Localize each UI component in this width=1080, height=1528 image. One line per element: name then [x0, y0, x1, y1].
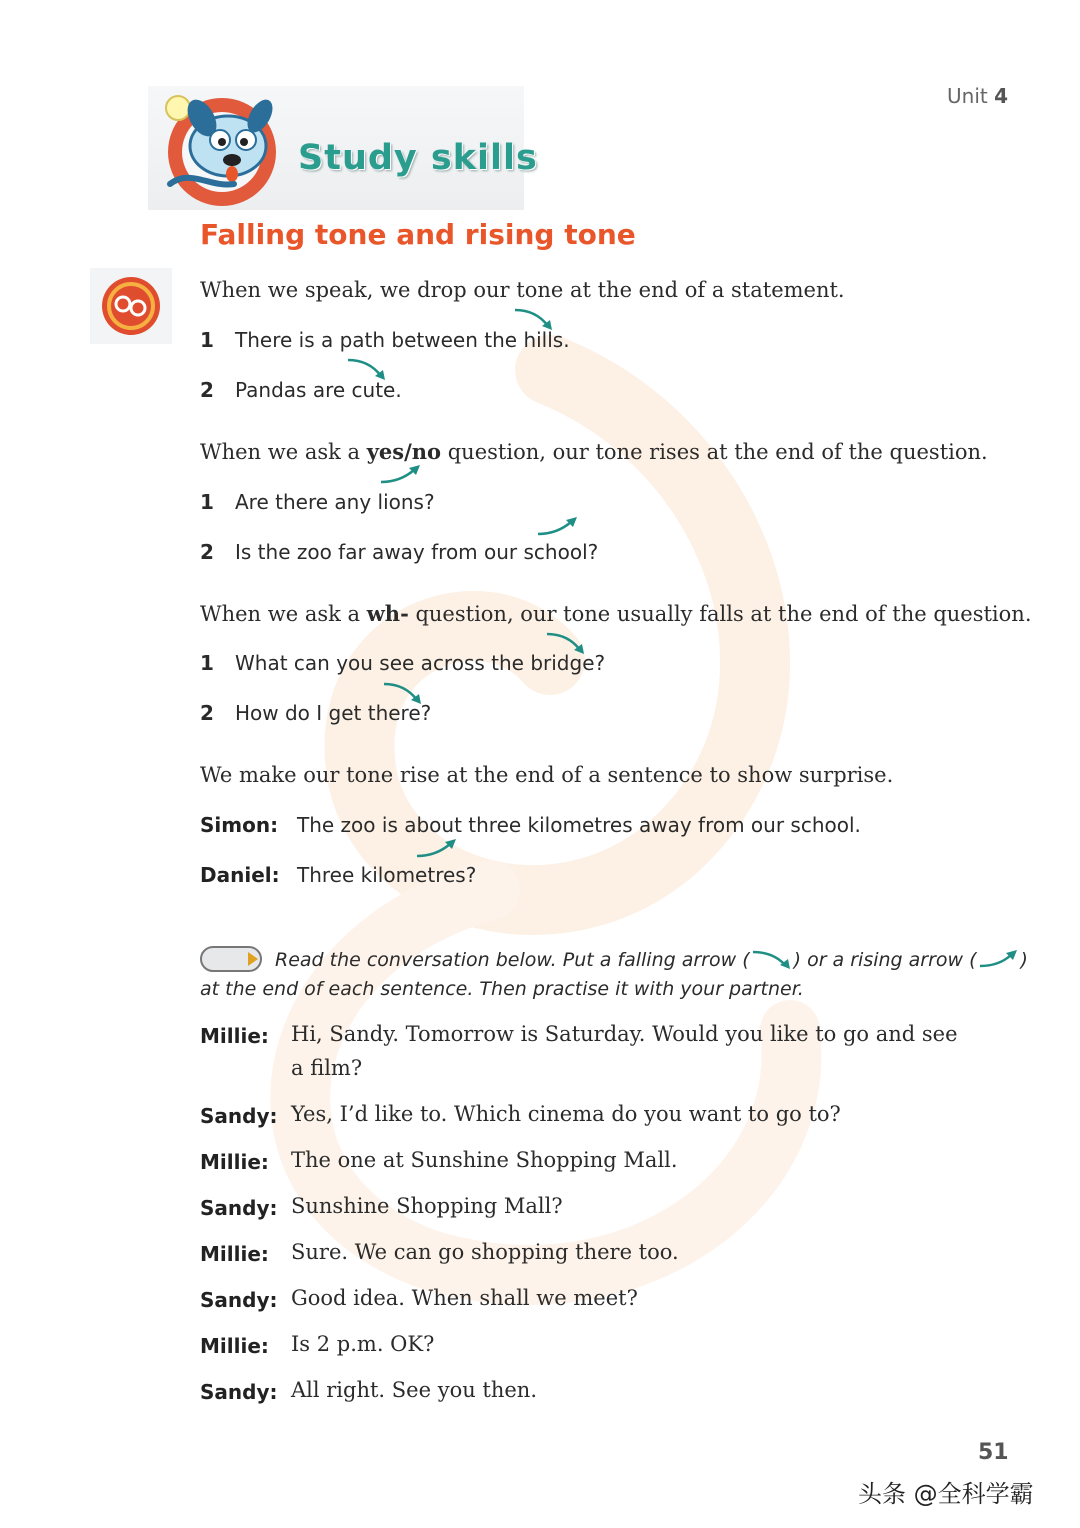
- falling-arrow-icon: [345, 356, 389, 382]
- rule-surprise-text: We make our tone rise at the end of a sentence to show surprise.: [200, 763, 894, 787]
- speaker-label: Daniel:: [200, 863, 280, 887]
- speaker-label: Sandy:: [200, 1380, 278, 1404]
- rising-arrow-icon: [977, 948, 1021, 970]
- dialogue-line: The zoo is about three kilometres away from our school.: [297, 813, 861, 837]
- conversation-line: The one at Sunshine Shopping Mall.: [291, 1148, 678, 1172]
- unit-number: 4: [994, 84, 1008, 108]
- unit-label: [947, 84, 1008, 108]
- rule-text-part: question, our tone rises at the end of the question.: [441, 440, 988, 464]
- instruction-text: Read the conversation below. Put a falling arrow (: [275, 949, 750, 971]
- conversation-line: All right. See you then.: [291, 1378, 538, 1402]
- page-number: 51: [978, 1440, 1009, 1465]
- example-number: 1: [200, 651, 214, 675]
- rising-arrow-icon: [535, 514, 581, 538]
- falling-arrow-icon: [381, 680, 425, 706]
- speaker-label: Sandy:: [200, 1104, 278, 1128]
- example-sentence: Is the zoo far away from our school?: [235, 540, 599, 564]
- instruction-line-1: [275, 948, 1028, 971]
- dog-mascot-icon: [150, 88, 300, 210]
- speaker-label: Millie:: [200, 1024, 269, 1048]
- rule-wh-text: [200, 601, 1032, 626]
- dialogue-line: Three kilometres?: [297, 863, 477, 887]
- unit-prefix: Unit: [947, 84, 988, 108]
- example-sentence: How do I get there?: [235, 701, 432, 725]
- rule-text-part: When we ask a: [200, 602, 367, 626]
- example-number: 2: [200, 378, 214, 402]
- activity-toggle-icon: [200, 945, 264, 973]
- example-number: 1: [200, 328, 214, 352]
- falling-arrow-icon: [512, 306, 556, 332]
- speaker-label: Millie:: [200, 1150, 269, 1174]
- example-number: 2: [200, 540, 214, 564]
- falling-arrow-icon: [750, 948, 794, 970]
- source-credit-watermark: 头条 @全科学霸: [858, 1480, 1034, 1508]
- rule-keyword: wh-: [366, 601, 409, 626]
- speaker-label: Sandy:: [200, 1196, 278, 1220]
- conversation-line: Good idea. When shall we meet?: [291, 1286, 638, 1310]
- example-sentence: What can you see across the bridge?: [235, 651, 606, 675]
- rule-keyword: yes/no: [366, 439, 442, 464]
- example-sentence: Pandas are cute.: [235, 378, 402, 402]
- study-skills-title: Study skills: [298, 138, 538, 178]
- rule-statement-text: When we speak, we drop our tone at the end of a statement.: [200, 278, 845, 302]
- instruction-line-2: at the end of each sentence. Then practise it with your partner.: [200, 978, 804, 1000]
- falling-arrow-icon: [544, 630, 588, 656]
- rule-text-part: When we ask a: [200, 440, 367, 464]
- example-number: 1: [200, 490, 214, 514]
- section-title: Falling tone and rising tone: [200, 218, 636, 251]
- listening-badge-icon: [100, 274, 162, 338]
- speaker-label: Simon:: [200, 813, 279, 837]
- conversation-line: a film?: [291, 1056, 363, 1080]
- speaker-label: Sandy:: [200, 1288, 278, 1312]
- example-sentence: Are there any lions?: [235, 490, 435, 514]
- example-sentence: There is a path between the hills.: [235, 328, 570, 352]
- rule-text-part: question, our tone usually falls at the end of the question.: [408, 602, 1032, 626]
- conversation-line: Yes, I’d like to. Which cinema do you want to go to?: [291, 1102, 841, 1126]
- conversation-line: Sure. We can go shopping there too.: [291, 1240, 679, 1264]
- example-number: 2: [200, 701, 214, 725]
- speaker-label: Millie:: [200, 1242, 269, 1266]
- conversation-line: Sunshine Shopping Mall?: [291, 1194, 563, 1218]
- instruction-text: ) or a rising arrow (: [793, 949, 977, 971]
- speaker-label: Millie:: [200, 1334, 269, 1358]
- instruction-text: ): [1020, 949, 1028, 971]
- conversation-line: Hi, Sandy. Tomorrow is Saturday. Would you like to go and see: [291, 1022, 958, 1046]
- rising-arrow-icon: [378, 462, 424, 486]
- rising-arrow-icon: [414, 836, 460, 860]
- rule-yes-no-text: [200, 439, 988, 464]
- conversation-line: Is 2 p.m. OK?: [291, 1332, 435, 1356]
